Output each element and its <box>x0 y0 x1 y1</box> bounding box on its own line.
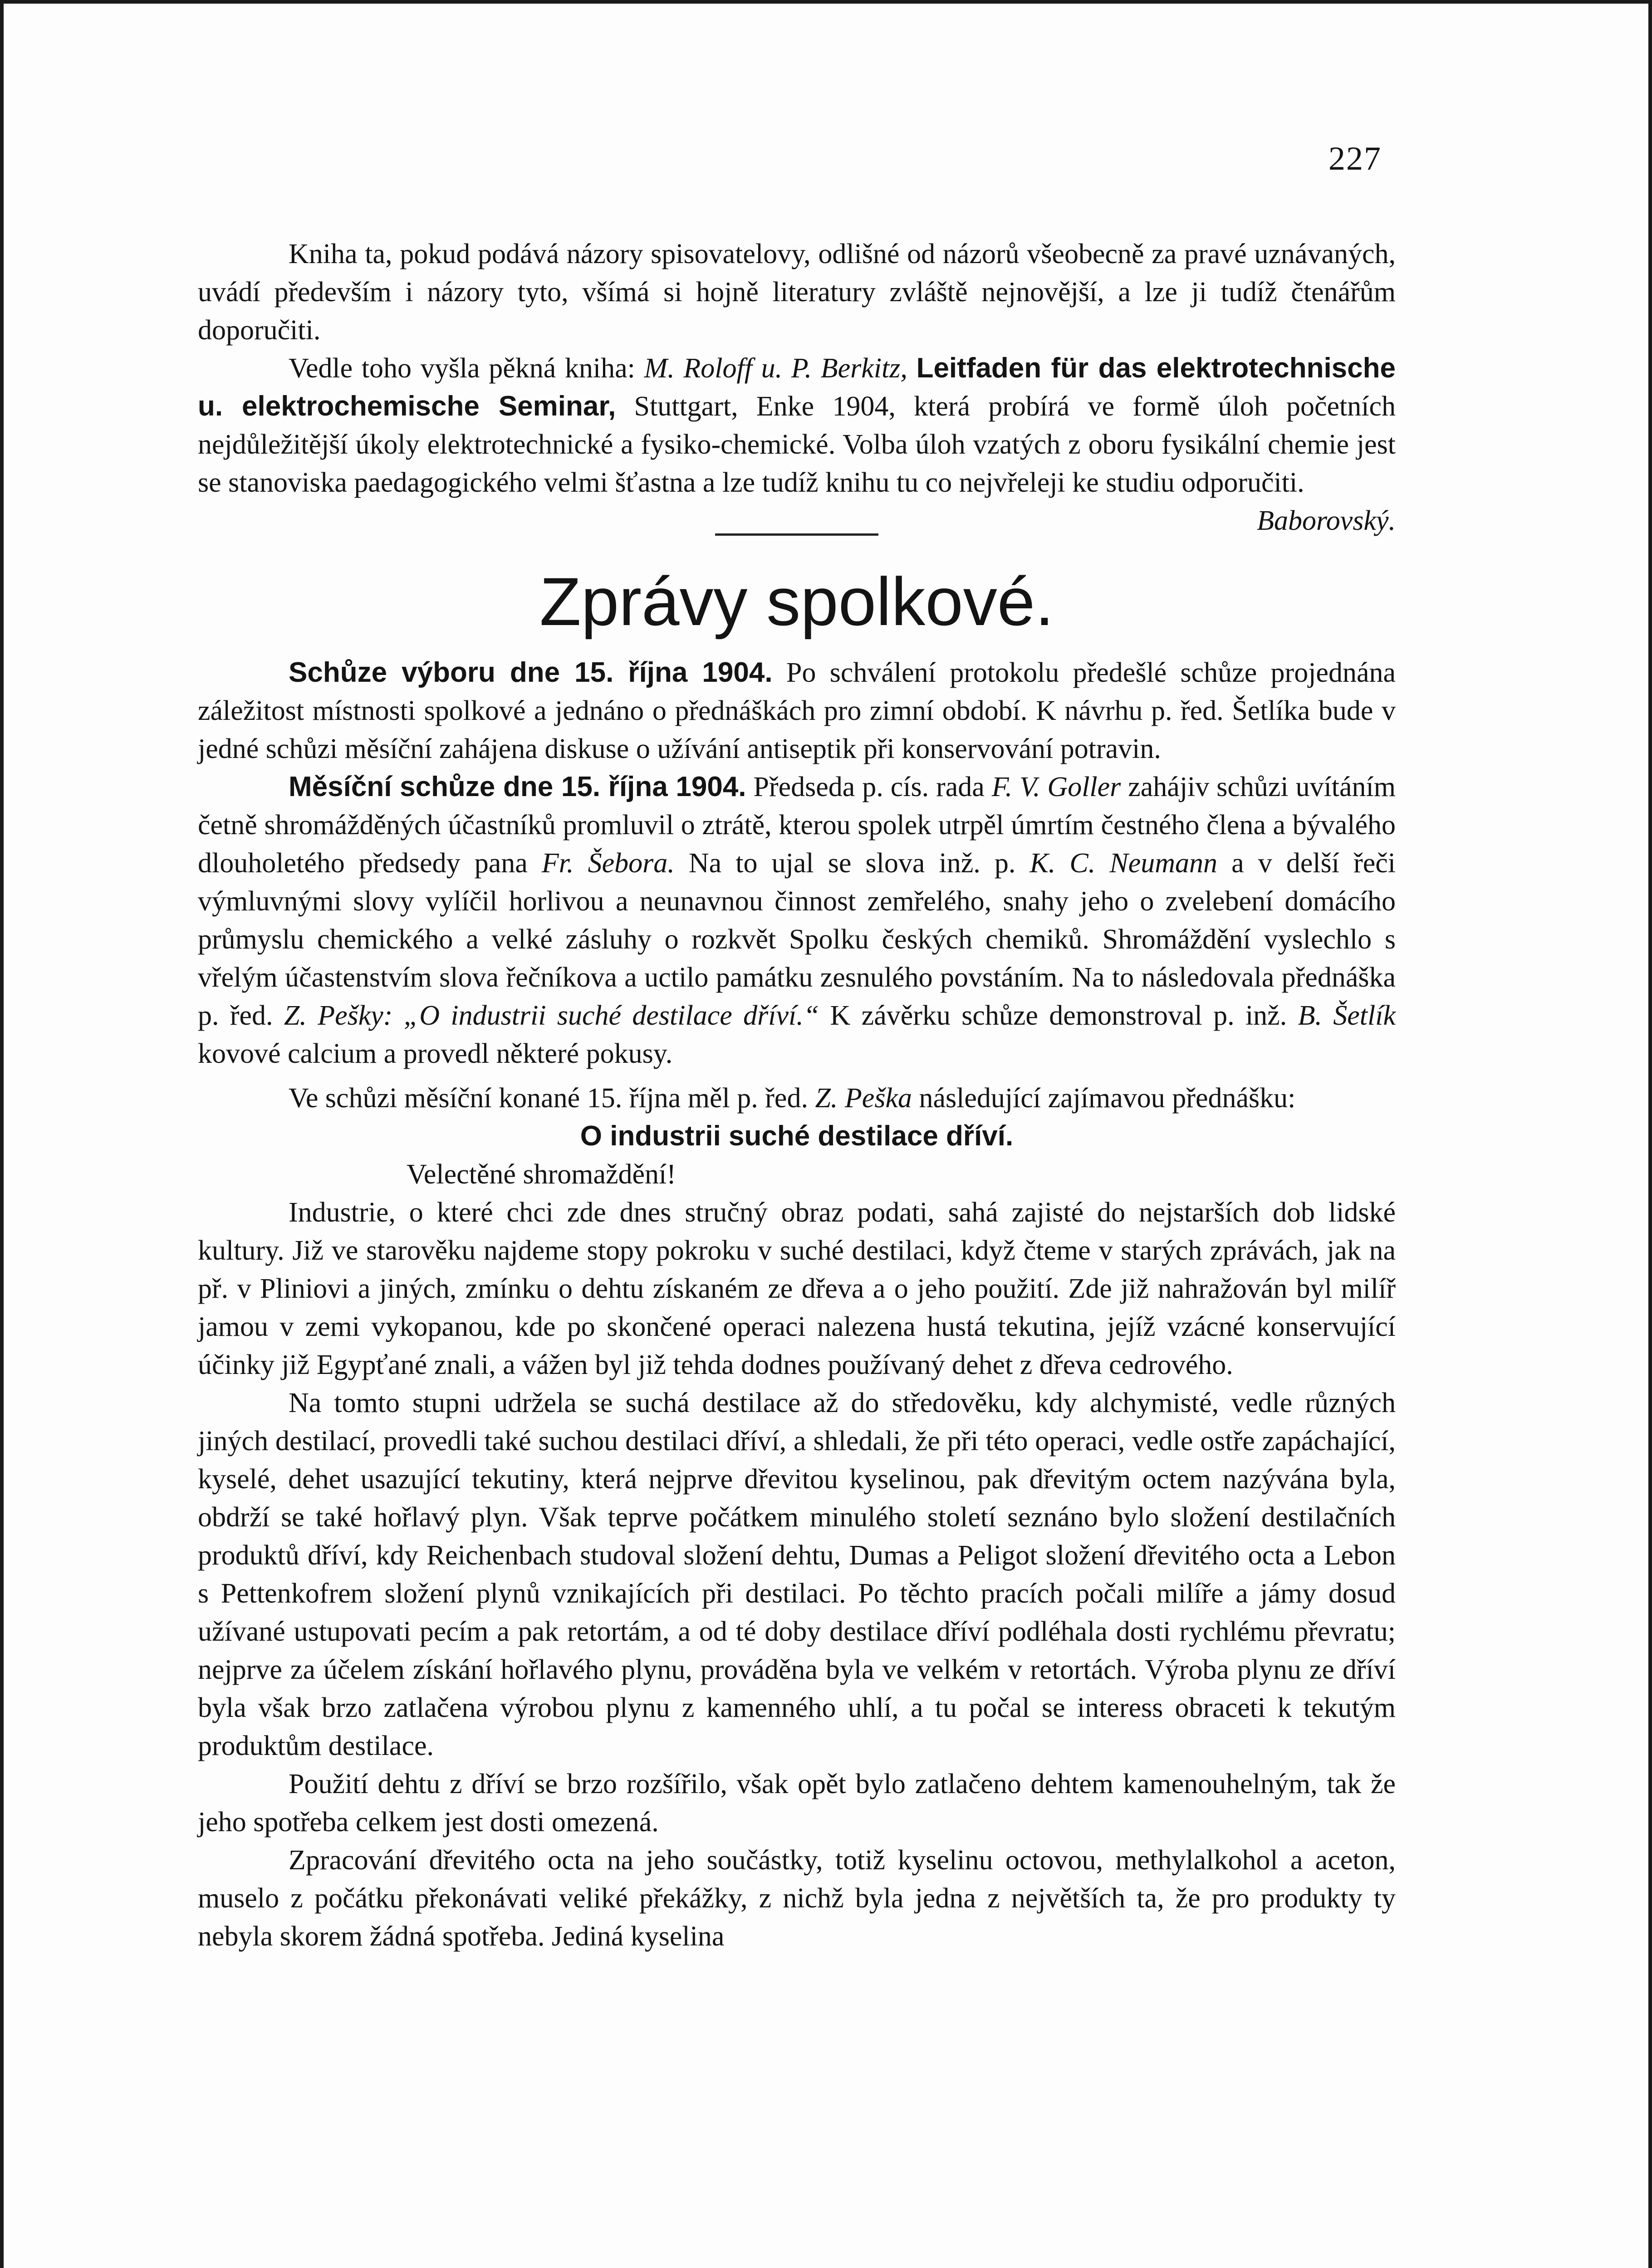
monthly-meeting-text-1: Předseda p. cís. rada <box>746 772 992 802</box>
lecture-title-inline: „O industrii suché destilace dříví.“ <box>392 1000 819 1031</box>
monthly-meeting-text-3: Na to ujal se slova inž. p. <box>674 848 1030 879</box>
review-book-title: Leitfaden für das elektrotechnische u. elektrochemische Seminar, <box>198 352 1396 422</box>
section-title: Zprávy spolkové. <box>539 563 1054 640</box>
lecture-paragraph: Na tomto stupni udržela se suchá destilace až do středověku, kdy alchymisté, vedle různých jiných destilací, provedli také suchou destilaci dříví, a shledali, že při této operaci, vedle ostře zapáchající, kyselé, dehet usazující tekutiny, která nejprve dřevitou kyselinou, pak dřevitým octem nazývána byla, obdrží se také hořlavý plyn. Však teprve počátkem minulého století seznáno bylo složení destilačních produktů dříví, kdy Reichenbach studoval složení dehtu, Dumas a Peligot složení dřevitého octa a Lebon s Pettenkofrem složení plynů vznikajících při destilaci. Po těchto pracích počali milíře a jámy dosud užívané ustupovati pecím a pak retortám, a od té doby destilace dříví podléhala dosti rychlému převratu; nejprve za účelem získání hořlavého plynu, prováděna byla ve velkém v retortách. Výroba plynu ze dříví byla však brzo zatlačena výrobou plynu z kamenného uhlí, a tu počal se interess obraceti k tekutým produktům destilace. <box>198 1388 1396 1761</box>
lecture-intro-text-2: následující zajímavou přednášku: <box>912 1083 1296 1114</box>
monthly-meeting-text-2: zahájiv schůzi uvítáním četně shromážděných účastníků promluvil o ztrátě, kterou spolek utrpěl úmrtím čestného člena a bývalého dlouholetého předsedy pana <box>198 772 1396 879</box>
salutation: Velectěné shromaždění! <box>407 1159 676 1190</box>
lecture-paragraph: Industrie, o které chci zde dnes stručný obraz podati, sahá zajisté do nejstarších dob lidské kultury. Již ve starověku najdeme stopy pokroku v suché destilaci, když čteme v starých zprávách, jak na př. v Pliniovi a jiných, zmínku o dehtu získaném ze dřeva a o jeho použití. Zde již nahražován byl milíř jamou v zemi vykopanou, kde po skončené operaci nalezena hustá tekutina, jejíž vzácné konservující účinky již Egypťané znali, a vážen byl již tehda dodnes používaný dehet z dřeva cedrového. <box>198 1197 1396 1380</box>
lecture-intro-text-1: Ve schůzi měsíční konané 15. října měl p. řed. <box>289 1083 815 1114</box>
review-intro: Vedle toho vyšla pěkná kniha: <box>289 353 644 384</box>
person-setlik: B. Šetlík <box>1298 1000 1396 1031</box>
monthly-meeting-heading: Měsíční schůze dne 15. října 1904. <box>289 771 746 802</box>
monthly-meeting-paragraph <box>198 768 1396 1073</box>
monthly-meeting-text-6: kovové calcium a provedl některé pokusy. <box>198 1038 673 1069</box>
page-sheet <box>4 4 1648 2268</box>
review-signature: Baborovský. <box>1257 505 1396 536</box>
person-sebor: Fr. Šebora. <box>541 848 675 879</box>
page-number: 227 <box>1328 140 1382 177</box>
lecture-paragraph: Zpracování dřevitého octa na jeho součástky, totiž kyselinu octovou, methylalkohol a aceton, muselo z počátku překonávati veliké překážky, z nichž byla jedna z největších ta, že pro produkty ty nebyla skorem žádná spotřeba. Jediná kyselina <box>198 1845 1396 1952</box>
review-authors: M. Roloff u. P. Berkitz, <box>644 353 907 384</box>
committee-meeting-heading: Schůze výboru dne 15. října 1904. <box>289 657 773 688</box>
review-paragraph-1: Kniha ta, pokud podává názory spisovatelovy, odlišné od názorů všeobecně za pravé uznávaných, uvádí především i názory tyto, všímá si hojně literatury zvláště nejnovější, a lze ji tudíž čtenářům doporučiti. <box>198 239 1396 346</box>
lecture-paragraph: Použití dehtu z dříví se brzo rozšířilo, však opět bylo zatlačeno dehtem kamenouhelným, tak že jeho spotřeba celkem jest dosti omezená. <box>198 1769 1396 1838</box>
monthly-meeting-text-5: K závěrku schůze demonstroval p. inž. <box>819 1000 1298 1031</box>
text-column <box>198 235 1396 1955</box>
review-paragraph-2 <box>198 349 1396 536</box>
lecture-title: O industrii suché destilace dříví. <box>580 1120 1014 1152</box>
review-description: Stuttgart, Enke 1904, která probírá ve formě úloh početních nejdůležitější úkoly elektrotechnické a fysiko-chemické. Volba úloh vzatých z oboru fysikální chemie jest se stanoviska paedagogického velmi šťastna a lze tudíž knihu tu co nejvřeleji ke studiu odporučiti. <box>198 391 1396 498</box>
lecture-intro-paragraph <box>198 1079 1396 1117</box>
committee-meeting-text: Po schválení protokolu předešlé schůze projednána záležitost místnosti spolkové a jednáno o přednáškách pro zimní období. K návrhu p. řed. Šetlíka bude v jedné schůzi měsíční zahájena diskuse o užívání antiseptik při konservování potravin. <box>198 657 1396 764</box>
committee-meeting-paragraph <box>198 654 1396 768</box>
lecturer-name: Z. Peška <box>815 1083 912 1114</box>
person-goller: F. V. Goller <box>991 772 1121 802</box>
person-peska: Z. Pešky: <box>284 1000 393 1031</box>
person-neumann: K. C. Neumann <box>1029 848 1218 879</box>
monthly-meeting-text-4: a v delší řeči výmluvnými slovy vylíčil horlivou a neunavnou činnost zemřelého, snahy jeho o zvelebení domácího průmyslu chemického a velké zásluhy o rozkvět Spolku českých chemiků. Shromáždění vyslechlo s vřelým účastenstvím slova řečníkova a uctilo památku zesnulého povstáním. Na to následovala přednáška p. řed. <box>198 848 1396 1031</box>
section-divider <box>715 533 878 536</box>
